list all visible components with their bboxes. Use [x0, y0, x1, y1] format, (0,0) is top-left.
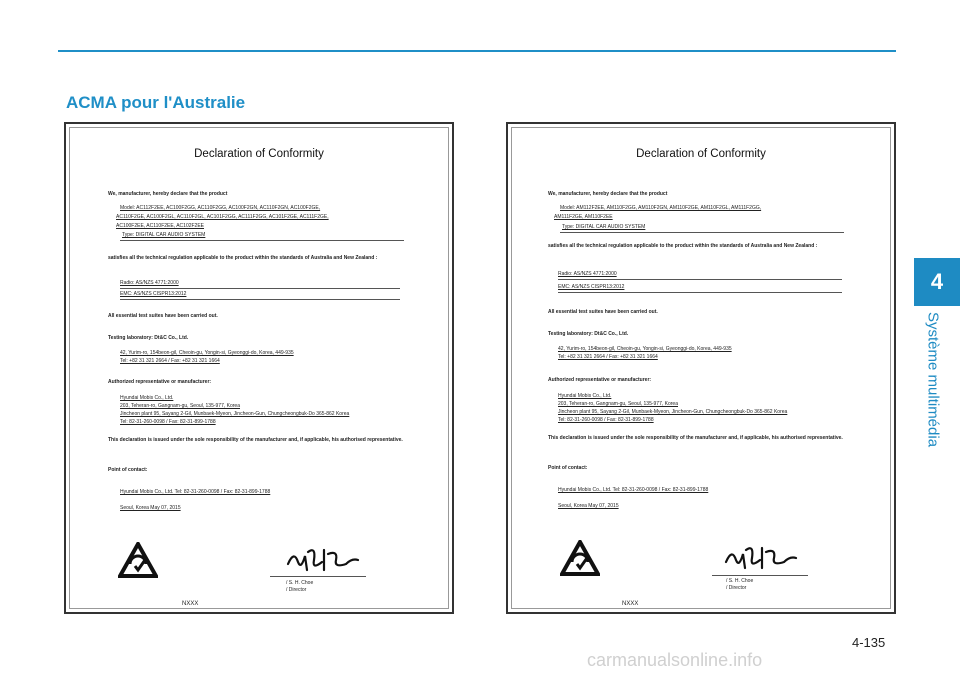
section-title: ACMA pour l'Australie [66, 93, 246, 112]
rcm-mark-icon [118, 542, 158, 578]
declaration-document-1 [64, 122, 454, 614]
model-line: AC110F2GE, AC100F2GL, AC110F2GL, AC101F2GG, AC111F2GG, AC101F2GE, AC111F2GE, [116, 214, 329, 220]
signature-rule [270, 576, 366, 577]
representative-heading: Authorized representative or manufacturer: [108, 379, 212, 385]
representative-line: 203, Teheran-ro, Gangnam-gu, Seoul, 135-977, Korea [558, 401, 678, 407]
declaration-title: Declaration of Conformity [194, 148, 324, 160]
lab-address: 42, Yurim-ro, 154beon-gil, Cheoin-gu, Yongin-si, Gyeonggi-do, Korea, 449-935 [120, 350, 294, 356]
underline-rule [120, 299, 400, 300]
lab-address: 42, Yurim-ro, 154beon-gil, Cheoin-gu, Yongin-si, Gyeonggi-do, Korea, 449-935 [558, 346, 732, 352]
representative-line: Hyundai Mobis Co., Ltd. [558, 393, 612, 399]
signature-icon [722, 542, 802, 574]
place-date: Seoul, Korea May 07, 2015 [558, 503, 619, 509]
radio-standard: Radio: AS/NZS 4771:2000 [120, 280, 179, 286]
standards-heading: satisfies all the technical regulation applicable to the product within the standards of Australia and New Zealand : [108, 255, 378, 261]
signature-rule [712, 575, 808, 576]
declaration-title: Declaration of Conformity [636, 148, 766, 160]
signer-name: / S. H. Choe [286, 580, 314, 586]
model-line: AC100F2EE, AC110F2EE, AC102F2EE [116, 223, 205, 229]
chapter-number-tab: 4 [914, 258, 960, 306]
place-date: Seoul, Korea May 07, 2015 [120, 505, 181, 511]
type-line: Type: DIGITAL CAR AUDIO SYSTEM [562, 224, 646, 230]
model-line: AM111F2GE, AM110F2EE [554, 214, 613, 220]
tests-carried-out: All essential test suites have been carried out. [548, 309, 658, 315]
type-line: Type: DIGITAL CAR AUDIO SYSTEM [122, 232, 206, 238]
manufacturer-heading: We, manufacturer, hereby declare that the product [548, 191, 668, 197]
header-rule [58, 50, 896, 52]
page-number: 4-135 [852, 635, 886, 650]
underline-rule [120, 288, 400, 289]
representative-line: Hyundai Mobis Co., Ltd. [120, 395, 174, 401]
signer-name: / S. H. Choe [726, 578, 754, 584]
watermark: carmanualsonline.info [587, 650, 763, 670]
footer-code: NXXX [622, 601, 639, 607]
contact-line: Hyundai Mobis Co., Ltd. Tel: 82-31-260-0098 / Fax: 82-31-899-1788 [558, 487, 709, 493]
responsibility-statement: This declaration is issued under the sole responsibility of the manufacturer and, if applicable, his authorised representative. [108, 437, 403, 443]
underline-rule [560, 232, 844, 233]
signer-title: / Director [286, 587, 307, 593]
chapter-label [913, 312, 953, 462]
model-line: Model: AM112F2EE, AM110F2GG, AM110F2GN, AM110F2GE, AM110F2GL, AM111F2GG, [560, 205, 762, 211]
representative-line: Jincheon plant 95, Sayang 2-Gil, Munbaek-Myeon, Jincheon-Gun, Chungcheongbuk-Do 365-862 Korea [558, 409, 788, 415]
contact-line: Hyundai Mobis Co., Ltd. Tel: 82-31-260-0098 / Fax: 82-31-899-1788 [120, 489, 271, 495]
footer-code: NXXX [182, 601, 199, 607]
chapter-label-text: Système multimédia [924, 312, 942, 448]
representative-line: Tel: 82-31-260-0098 / Fax: 82-31-899-1788 [120, 419, 216, 425]
underline-rule [120, 240, 404, 241]
lab-heading: Testing laboratory: Dt&C Co., Ltd. [548, 331, 629, 337]
lab-tel: Tel: +82 31 321 2664 / Fax: +82 31 321 1664 [120, 358, 220, 364]
radio-standard: Radio: AS/NZS 4771:2000 [558, 271, 617, 277]
contact-heading: Point of contact: [548, 465, 588, 471]
underline-rule [558, 292, 842, 293]
declaration-document-2 [506, 122, 896, 614]
signer-title: / Director [726, 585, 747, 591]
rcm-mark-icon [560, 540, 600, 576]
lab-heading: Testing laboratory: Dt&C Co., Ltd. [108, 335, 189, 341]
representative-line: Tel: 82-31-260-0098 / Fax: 82-31-899-1788 [558, 417, 654, 423]
emc-standard: EMC: AS/NZS CISPR13:2012 [558, 284, 625, 290]
lab-tel: Tel: +82 31 321 2664 / Fax: +82 31 321 1664 [558, 354, 658, 360]
representative-heading: Authorized representative or manufacturer: [548, 377, 652, 383]
representative-line: 203, Teheran-ro, Gangnam-gu, Seoul, 135-977, Korea [120, 403, 240, 409]
tests-carried-out: All essential test suites have been carried out. [108, 313, 218, 319]
responsibility-statement: This declaration is issued under the sole responsibility of the manufacturer and, if applicable, his authorised representative. [548, 435, 843, 441]
emc-standard: EMC: AS/NZS CISPR13:2012 [120, 291, 187, 297]
representative-line: Jincheon plant 95, Sayang 2-Gil, Munbaek-Myeon, Jincheon-Gun, Chungcheongbuk-Do 365-862 Korea [120, 411, 350, 417]
document-border [511, 127, 891, 609]
signature-icon [284, 544, 364, 576]
standards-heading: satisfies all the technical regulation applicable to the product within the standards of Australia and New Zealand : [548, 243, 818, 249]
document-border [69, 127, 449, 609]
manufacturer-heading: We, manufacturer, hereby declare that the product [108, 191, 228, 197]
contact-heading: Point of contact: [108, 467, 148, 473]
underline-rule [558, 279, 842, 280]
model-line: Model: AC112F2EE, AC100F2GG, AC110F2GG, AC100F2GN, AC110F2GN, AC100F2GE, [120, 205, 321, 211]
